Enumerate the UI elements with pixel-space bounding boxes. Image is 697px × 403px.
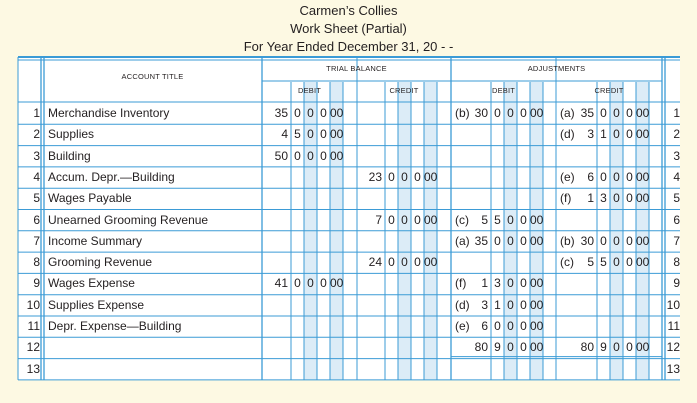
row-number-left: 10	[26, 297, 40, 312]
adj-credit-digit: 0	[600, 106, 607, 120]
row-number-left: 4	[33, 169, 40, 184]
adj-credit-cents: 00	[636, 233, 650, 248]
row-number-right: 1	[673, 106, 680, 120]
row-number-right: 6	[673, 212, 680, 227]
adj-debit-cents: 00	[530, 340, 544, 355]
adj-credit-thousands: 35	[580, 106, 594, 120]
tb-debit-thousands: 35	[274, 106, 288, 120]
adj-credit-digit: 0	[613, 191, 620, 206]
row-number-right: 13	[666, 361, 680, 376]
row-number-right: 9	[673, 276, 680, 291]
adj-debit-thousands: 1	[481, 276, 488, 291]
tb-debit-header: DEBIT	[297, 86, 322, 95]
row-number-left: 1	[33, 106, 40, 120]
adj-debit-cents: 00	[530, 212, 544, 227]
adj-credit-ref: (b)	[560, 233, 575, 248]
account-title	[48, 337, 260, 357]
adj-credit-digit: 0	[613, 127, 620, 142]
row-number-left: 11	[27, 319, 40, 333]
adjustments-header: ADJUSTMENTS	[527, 64, 586, 73]
row-number-left: 8	[33, 255, 40, 270]
adj-debit-digit: 0	[507, 340, 514, 355]
tb-debit-digit: 0	[320, 276, 327, 291]
tb-credit-digit: 0	[388, 255, 395, 270]
adj-debit-digit: 0	[507, 297, 514, 312]
adj-debit-digit: 0	[494, 233, 501, 248]
adj-debit-ref: (b)	[455, 106, 470, 120]
adj-debit-digit: 5	[494, 212, 501, 227]
adj-debit-cents: 00	[530, 319, 544, 333]
adj-credit-thousands: 80	[580, 340, 594, 355]
adj-debit-ref: (d)	[455, 297, 470, 312]
account-title	[48, 359, 260, 379]
tb-debit-digit: 0	[294, 106, 301, 120]
tb-debit-digit: 5	[294, 127, 301, 142]
adj-debit-digit: 0	[494, 319, 501, 333]
adj-credit-cents: 00	[636, 340, 650, 355]
adj-debit-cents: 00	[530, 233, 544, 248]
worksheet-period: For Year Ended December 31, 20 - -	[243, 39, 454, 54]
tb-debit-thousands: 41	[274, 276, 288, 291]
adj-credit-ref: (f)	[560, 191, 572, 206]
tb-debit-digit: 0	[294, 148, 301, 163]
adj-debit-ref: (f)	[455, 276, 467, 291]
trial-balance-header: TRIAL BALANCE	[326, 64, 387, 73]
tb-credit-thousands: 7	[375, 212, 382, 227]
company-name: Carmen’s Collies	[299, 3, 398, 18]
adj-debit-digit: 0	[520, 319, 527, 333]
tb-credit-digit: 0	[401, 255, 408, 270]
adj-credit-digit: 0	[626, 340, 633, 355]
adj-credit-cents: 00	[636, 191, 650, 206]
account-title: Depr. Expense—Building	[48, 319, 182, 333]
adj-debit-cents: 00	[530, 297, 544, 312]
tb-credit-digit: 0	[388, 169, 395, 184]
adj-debit-digit: 0	[520, 340, 527, 355]
adj-credit-digit: 1	[600, 127, 607, 142]
tb-debit-cents: 00	[330, 148, 344, 163]
adj-credit-cents: 00	[636, 255, 650, 270]
tb-debit-digit: 0	[307, 276, 314, 291]
adj-credit-ref: (a)	[560, 106, 575, 120]
row-number-left: 3	[33, 148, 40, 163]
adj-debit-digit: 9	[494, 340, 501, 355]
adj-debit-thousands: 3	[481, 297, 488, 312]
account-title: Unearned Grooming Revenue	[48, 212, 209, 227]
adj-credit-digit: 0	[613, 340, 620, 355]
adj-debit-digit: 0	[507, 276, 514, 291]
adj-credit-cents: 00	[636, 127, 650, 142]
row-number-left: 6	[33, 212, 40, 227]
adj-credit-digit: 0	[613, 169, 620, 184]
adj-debit-thousands: 6	[481, 319, 488, 333]
tb-credit-digit: 0	[414, 169, 421, 184]
tb-debit-thousands: 50	[274, 148, 288, 163]
adj-debit-digit: 0	[507, 212, 514, 227]
adj-debit-digit: 0	[520, 276, 527, 291]
adj-debit-ref: (c)	[455, 212, 469, 227]
adj-debit-cents: 00	[530, 276, 544, 291]
tb-debit-digit: 0	[307, 148, 314, 163]
adj-debit-header: DEBIT	[491, 86, 516, 95]
row-number-left: 12	[26, 340, 40, 355]
account-title: Accum. Depr.—Building	[48, 169, 175, 184]
adj-credit-digit: 0	[626, 106, 633, 120]
adj-credit-thousands: 30	[580, 233, 594, 248]
account-title: Building	[48, 148, 91, 163]
account-title: Wages Payable	[48, 191, 132, 206]
adj-credit-digit: 9	[600, 340, 607, 355]
tb-debit-cents: 00	[330, 106, 344, 120]
adj-debit-thousands: 30	[474, 106, 488, 120]
adj-credit-ref: (c)	[560, 255, 574, 270]
adj-credit-digit: 3	[600, 191, 607, 206]
row-number-left: 13	[26, 361, 40, 376]
row-number-right: 5	[673, 191, 680, 206]
adj-debit-digit: 1	[494, 297, 501, 312]
adj-credit-cents: 00	[636, 169, 650, 184]
adj-credit-thousands: 3	[587, 127, 594, 142]
adj-credit-digit: 0	[626, 255, 633, 270]
adj-credit-header: CREDIT	[594, 86, 624, 95]
tb-debit-thousands: 4	[281, 127, 288, 142]
adj-debit-digit: 0	[520, 297, 527, 312]
adj-debit-digit: 3	[494, 276, 501, 291]
tb-debit-digit: 0	[320, 106, 327, 120]
adj-credit-thousands: 5	[587, 255, 594, 270]
tb-credit-digit: 0	[414, 212, 421, 227]
row-number-left: 2	[33, 127, 40, 142]
account-title: Wages Expense	[48, 276, 135, 291]
tb-credit-digit: 0	[401, 169, 408, 184]
adj-debit-digit: 0	[494, 106, 501, 120]
tb-debit-digit: 0	[307, 127, 314, 142]
tb-credit-cents: 00	[424, 255, 438, 270]
adj-credit-digit: 0	[613, 233, 620, 248]
adj-debit-thousands: 5	[481, 212, 488, 227]
adj-credit-digit: 0	[600, 169, 607, 184]
tb-credit-digit: 0	[388, 212, 395, 227]
worksheet-title: Work Sheet (Partial)	[290, 21, 407, 36]
adj-debit-digit: 0	[507, 319, 514, 333]
adj-credit-digit: 0	[626, 233, 633, 248]
account-title: Supplies	[48, 127, 95, 142]
tb-credit-cents: 00	[424, 212, 438, 227]
tb-credit-thousands: 23	[368, 169, 382, 184]
adj-credit-digit: 0	[613, 255, 620, 270]
adj-debit-digit: 0	[520, 106, 527, 120]
tb-credit-cents: 00	[424, 169, 438, 184]
adj-credit-digit: 0	[626, 169, 633, 184]
adj-credit-digit: 5	[600, 255, 607, 270]
adj-debit-thousands: 35	[474, 233, 488, 248]
adj-credit-digit: 0	[626, 191, 633, 206]
account-title-header: ACCOUNT TITLE	[121, 72, 184, 81]
row-number-right: 2	[673, 127, 680, 142]
tb-debit-digit: 0	[307, 106, 314, 120]
adj-debit-ref: (e)	[455, 319, 470, 333]
adj-credit-ref: (e)	[560, 169, 575, 184]
adj-debit-digit: 0	[507, 106, 514, 120]
tb-debit-digit: 0	[294, 276, 301, 291]
adj-debit-digit: 0	[520, 233, 527, 248]
adj-credit-digit: 0	[613, 106, 620, 120]
row-number-right: 4	[673, 169, 680, 184]
tb-debit-digit: 0	[320, 127, 327, 142]
row-number-right: 10	[666, 297, 680, 312]
row-number-left: 5	[33, 191, 40, 206]
row-number-right: 11	[667, 319, 680, 333]
account-title: Income Summary	[48, 233, 143, 248]
adj-credit-cents: 00	[636, 106, 650, 120]
row-number-right: 7	[673, 233, 680, 248]
account-title: Merchandise Inventory	[48, 106, 170, 120]
adj-debit-cents: 00	[530, 106, 544, 120]
row-number-left: 7	[33, 233, 40, 248]
adj-debit-ref: (a)	[455, 233, 470, 248]
tb-credit-thousands: 24	[368, 255, 382, 270]
tb-debit-digit: 0	[320, 148, 327, 163]
tb-credit-digit: 0	[414, 255, 421, 270]
tb-credit-digit: 0	[401, 212, 408, 227]
adj-credit-digit: 0	[626, 127, 633, 142]
adj-credit-digit: 0	[600, 233, 607, 248]
row-number-right: 8	[673, 255, 680, 270]
adj-debit-digit: 0	[507, 233, 514, 248]
adj-debit-digit: 0	[520, 212, 527, 227]
adj-credit-ref: (d)	[560, 127, 575, 142]
adj-credit-thousands: 1	[587, 191, 594, 206]
row-number-right: 3	[673, 148, 680, 163]
adj-debit-thousands: 80	[474, 340, 488, 355]
row-number-right: 12	[666, 340, 680, 355]
tb-debit-cents: 00	[330, 127, 344, 142]
tb-debit-cents: 00	[330, 276, 344, 291]
tb-credit-header: CREDIT	[389, 86, 419, 95]
account-title: Grooming Revenue	[48, 255, 153, 270]
row-number-left: 9	[33, 276, 40, 291]
adj-credit-thousands: 6	[587, 169, 594, 184]
account-title: Supplies Expense	[48, 297, 145, 312]
